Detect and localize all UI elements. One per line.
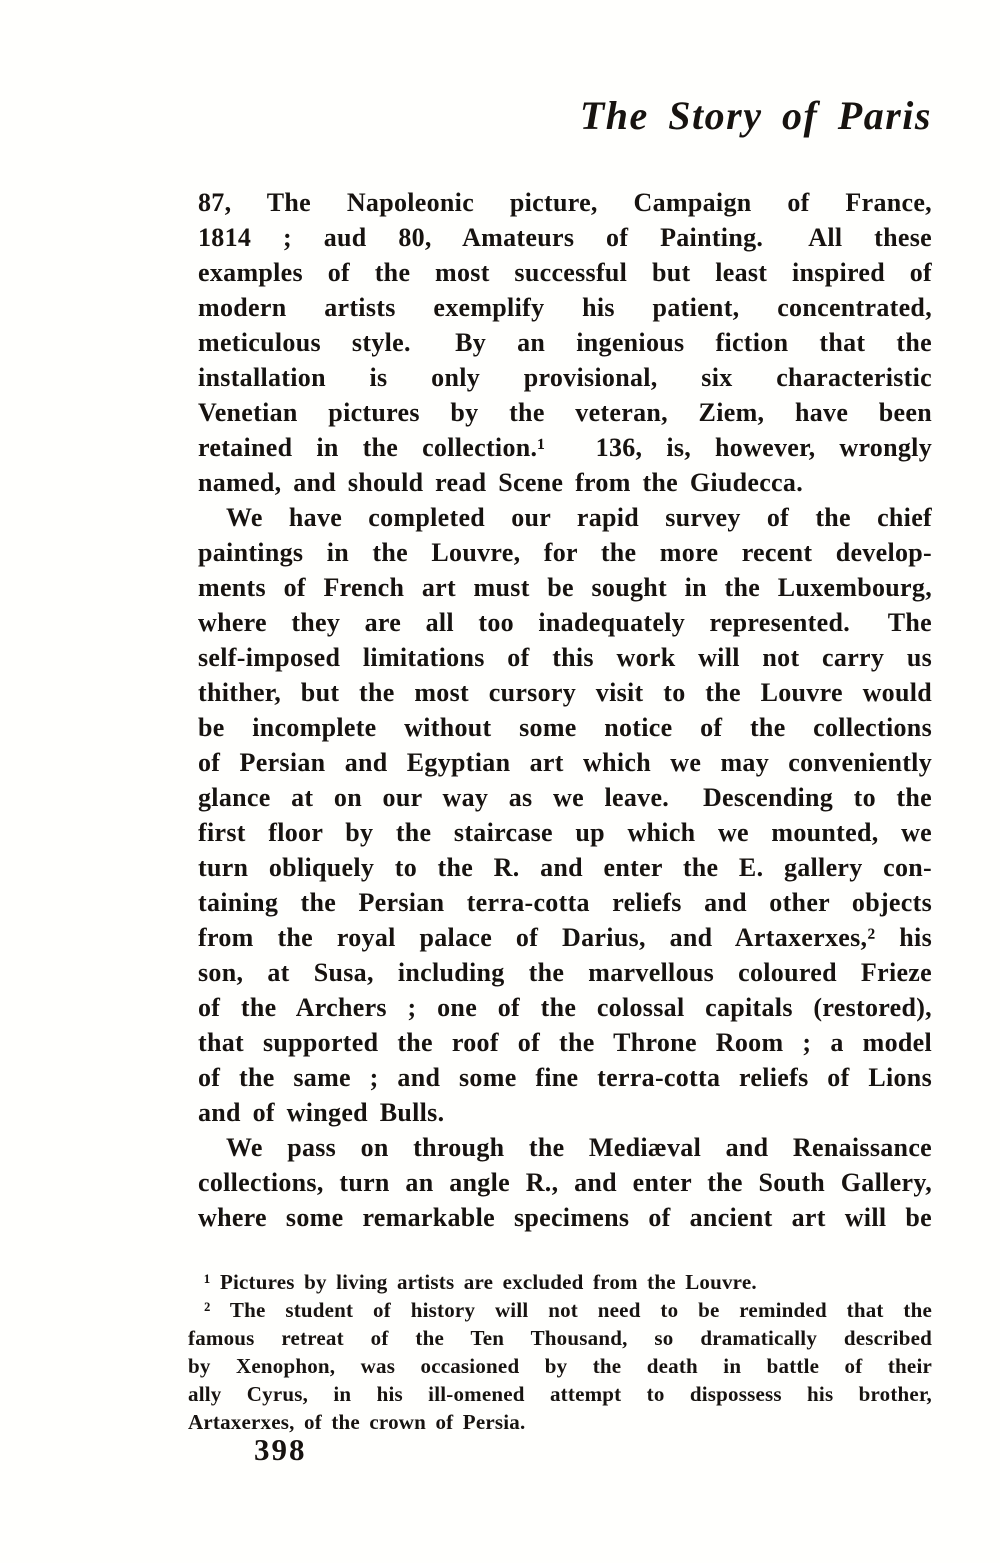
paragraph [198, 185, 932, 500]
footnote [188, 1268, 932, 1296]
text-line: collections, turn an angle R., and enter the South Gallery, [198, 1168, 932, 1197]
text-line: taining the Persian terra-cotta reliefs and other objects [198, 888, 932, 917]
footnote [188, 1296, 932, 1436]
text-line: son, at Susa, including the marvellous coloured Frieze [198, 958, 932, 987]
text-line: ally Cyrus, in his ill-omened attempt to dispossess his brother, [188, 1382, 932, 1406]
text-line: where they are all too inadequately represented. The [198, 608, 932, 637]
text-line: modern artists exemplify his patient, concentrated, [198, 293, 932, 322]
text-line: be incomplete without some notice of the collections [198, 713, 932, 742]
text-line: turn obliquely to the R. and enter the E. gallery con- [198, 853, 932, 882]
running-header: The Story of Paris [579, 93, 932, 138]
text-line: ¹ Pictures by living artists are excluded from the Louvre. [204, 1270, 757, 1294]
text-line: retained in the collection.¹ 136, is, however, wrongly [198, 433, 932, 462]
text-line: by Xenophon, was occasioned by the death in battle of their [188, 1354, 932, 1378]
text-line: and of winged Bulls. [198, 1098, 445, 1127]
text-line: installation is only provisional, six characteristic [198, 363, 932, 392]
paragraph [198, 500, 932, 1130]
text-line: Venetian pictures by the veteran, Ziem, have been [198, 398, 932, 427]
text-line: glance at on our way as we leave. Descending to the [198, 783, 932, 812]
text-line: paintings in the Louvre, for the more recent develop- [198, 538, 932, 567]
text-line: ² The student of history will not need to be reminded that the [204, 1298, 932, 1322]
footnotes [188, 1268, 932, 1436]
text-line: examples of the most successful but least inspired of [198, 258, 932, 287]
page-number: 398 [254, 1432, 307, 1467]
text-line: that supported the roof of the Throne Room ; a model [198, 1028, 932, 1057]
paragraph [198, 1130, 932, 1235]
text-line: 87, The Napoleonic picture, Campaign of France, [198, 188, 932, 217]
text-line: self-imposed limitations of this work will not carry us [198, 643, 932, 672]
text-line: of the Archers ; one of the colossal capitals (restored), [198, 993, 932, 1022]
text-line: where some remarkable specimens of ancient art will be [198, 1203, 932, 1232]
text-line: thither, but the most cursory visit to the Louvre would [198, 678, 932, 707]
text-line: famous retreat of the Ten Thousand, so dramatically described [188, 1326, 932, 1350]
text-line: ments of French art must be sought in the Luxembourg, [198, 573, 932, 602]
text-line: We pass on through the Mediæval and Renaissance [226, 1133, 932, 1162]
text-line: first floor by the staircase up which we mounted, we [198, 818, 932, 847]
body-text [198, 185, 932, 1235]
text-line: 1814 ; aud 80, Amateurs of Painting. All these [198, 223, 932, 252]
text-line: Artaxerxes, of the crown of Persia. [188, 1410, 526, 1434]
text-line: of the same ; and some fine terra-cotta reliefs of Lions [198, 1063, 932, 1092]
text-line: We have completed our rapid survey of the chief [226, 503, 932, 532]
text-line: meticulous style. By an ingenious fiction that the [198, 328, 932, 357]
text-line: from the royal palace of Darius, and Artaxerxes,² his [198, 923, 932, 952]
text-line: of Persian and Egyptian art which we may conveniently [198, 748, 932, 777]
text-line: named, and should read Scene from the Giudecca. [198, 468, 804, 497]
